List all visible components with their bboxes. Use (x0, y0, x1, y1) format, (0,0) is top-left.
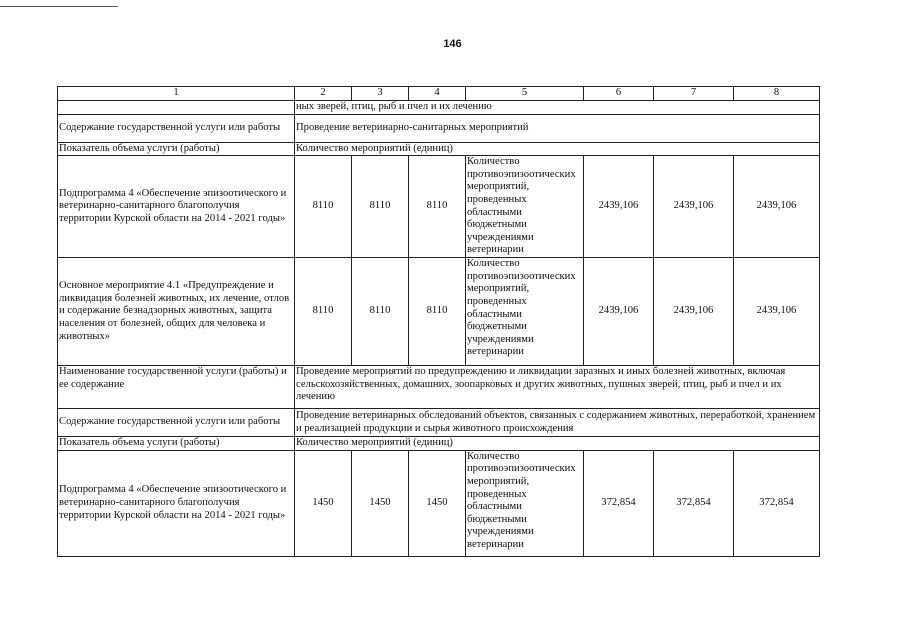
corner-rule (0, 6, 118, 7)
value-cell: 2439,106 (584, 156, 654, 258)
service-content-value: Проведение ветеринарных обследований объектов, связанных с содержанием животных, переработкой, хранением и реализацией продукции и сырья животного происхождения (295, 409, 820, 437)
service-name-label: Наименование государственной услуги (работы) и ее содержание (58, 366, 295, 409)
value-cell: 8110 (409, 258, 466, 366)
continuation-text: ных зверей, птиц, рыб и пчел и их лечению (295, 101, 820, 115)
volume-indicator-row (58, 142, 820, 156)
indicator-description: Количество противоэпизоотических мероприятий, проведенных областными бюджетными учреждениями ветеринарии (466, 156, 584, 258)
value-cell: 2439,106 (584, 258, 654, 366)
value-cell: 8110 (352, 258, 409, 366)
value-cell: 8110 (352, 156, 409, 258)
program-name: Основное мероприятие 4.1 «Предупреждение и ликвидация болезней животных, их лечение, отлов и содержание безнадзорных животных, защита населения от болезней, общих для человека и животных» (58, 258, 295, 366)
service-content-label: Содержание государственной услуги или работы (58, 409, 295, 437)
header-cell: 7 (654, 87, 734, 101)
header-cell: 4 (409, 87, 466, 101)
table-row (58, 258, 820, 366)
table-row (58, 156, 820, 258)
value-cell: 372,854 (584, 450, 654, 556)
volume-indicator-row (58, 437, 820, 451)
indicator-description: Количество противоэпизоотических мероприятий, проведенных областными бюджетными учреждениями ветеринарии (466, 450, 584, 556)
value-cell: 2439,106 (654, 258, 734, 366)
service-name-value: Проведение мероприятий по предупреждению и ликвидации заразных и иных болезней животных, включая сельскохозяйственных, домашних, зоопарковых и других животных, пушных зверей, птиц, рыб и пчел и их лечению (295, 366, 820, 409)
service-content-label: Содержание государственной услуги или работы (58, 114, 295, 142)
value-cell: 8110 (409, 156, 466, 258)
service-name-row (58, 366, 820, 409)
header-cell: 2 (295, 87, 352, 101)
page-number: 146 (443, 38, 462, 50)
data-table (57, 86, 820, 557)
table-row (58, 450, 820, 556)
service-content-row (58, 114, 820, 142)
indicator-description: Количество противоэпизоотических мероприятий, проведенных областными бюджетными учреждениями ветеринарии (466, 258, 584, 366)
value-cell: 2439,106 (734, 258, 820, 366)
continuation-row (58, 101, 820, 115)
header-cell: 8 (734, 87, 820, 101)
value-cell: 372,854 (734, 450, 820, 556)
volume-indicator-label: Показатель объема услуги (работы) (58, 437, 295, 451)
program-name: Подпрограмма 4 «Обеспечение эпизоотического и ветеринарно-санитарного благополучия территории Курской области на 2014 - 2021 годы» (58, 450, 295, 556)
value-cell: 2439,106 (654, 156, 734, 258)
value-cell: 1450 (409, 450, 466, 556)
empty-cell (58, 101, 295, 115)
volume-indicator-value: Количество мероприятий (единиц) (295, 437, 820, 451)
value-cell: 372,854 (654, 450, 734, 556)
service-content-value: Проведение ветеринарно-санитарных мероприятий (295, 114, 820, 142)
service-content-row (58, 409, 820, 437)
header-row (58, 87, 820, 101)
volume-indicator-label: Показатель объема услуги (работы) (58, 142, 295, 156)
value-cell: 1450 (352, 450, 409, 556)
header-cell: 6 (584, 87, 654, 101)
header-cell: 5 (466, 87, 584, 101)
value-cell: 8110 (295, 258, 352, 366)
value-cell: 8110 (295, 156, 352, 258)
value-cell: 2439,106 (734, 156, 820, 258)
program-name: Подпрограмма 4 «Обеспечение эпизоотического и ветеринарно-санитарного благополучия территории Курской области на 2014 - 2021 годы» (58, 156, 295, 258)
header-cell: 3 (352, 87, 409, 101)
volume-indicator-value: Количество мероприятий (единиц) (295, 142, 820, 156)
value-cell: 1450 (295, 450, 352, 556)
header-cell: 1 (58, 87, 295, 101)
